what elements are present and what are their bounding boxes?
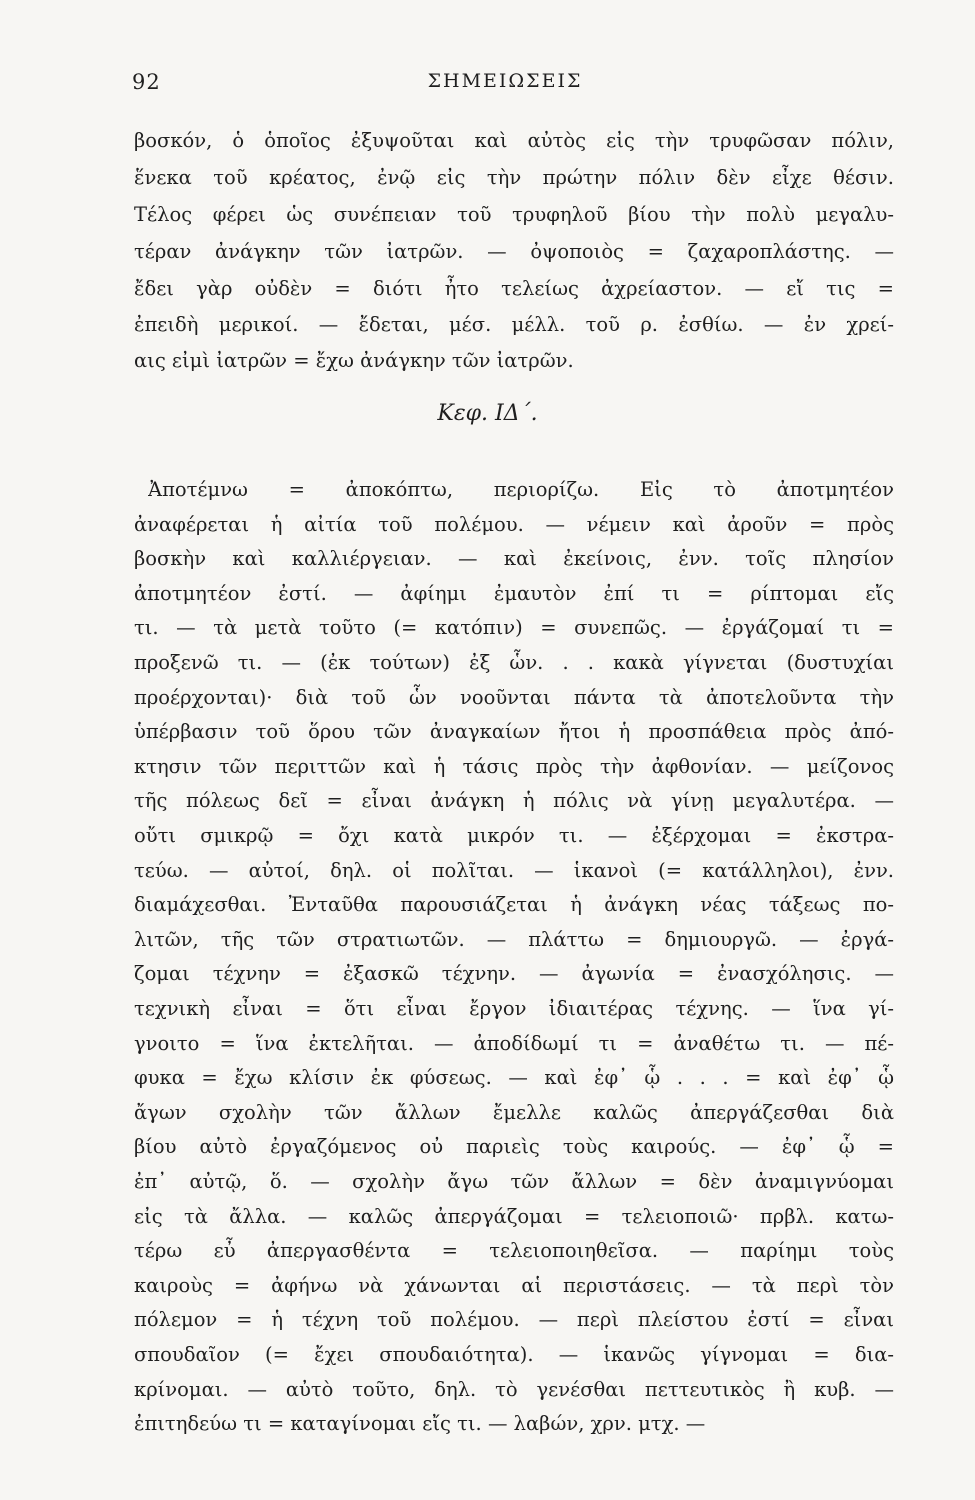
text-line: ἐπιτηδεύω τι = καταγίνομαι εἴς τι. — λαβών, χρν. μτχ. — bbox=[134, 1412, 706, 1436]
running-title: ΣΗΜΕΙΩΣΕΙΣ bbox=[427, 70, 583, 92]
text-line: τι. — τὰ μετὰ τοῦτο (= κατόπιν) = συνεπῶς. — ἐργάζομαί τι = bbox=[134, 616, 894, 640]
text-line: ἐπειδὴ μερικοί. — ἔδεται, μέσ. μέλλ. τοῦ ρ. ἐσθίω. — ἐν χρεί- bbox=[134, 313, 894, 336]
text-line: ἄγων σχολὴν τῶν ἄλλων ἔμελλε καλῶς ἀπεργάζεσθαι διὰ bbox=[134, 1100, 894, 1124]
text-line: ζομαι τέχνην = ἐξασκῶ τέχνην. — ἀγωνία = ἐνασχόλησις. — bbox=[134, 962, 894, 986]
text-line: Τέλος φέρει ὡς συνέπειαν τοῦ τρυφηλοῦ βίου τὴν πολὺ μεγαλυ- bbox=[134, 203, 894, 226]
text-line: τῆς πόλεως δεῖ = εἶναι ἀνάγκη ἡ πόλις νὰ γίνῃ μεγαλυτέρα. — bbox=[134, 789, 894, 813]
text-line: Ἀποτέμνω = ἀποκόπτω, περιορίζω. Εἰς τὸ ἀποτμητέον bbox=[148, 478, 894, 501]
text-line: κτησιν τῶν περιττῶν καὶ ἡ τάσις πρὸς τὴν ἀφθονίαν. — μείζονος bbox=[134, 754, 894, 778]
text-line: λιτῶν, τῆς τῶν στρατιωτῶν. — πλάττω = δημιουργῶ. — ἐργά- bbox=[134, 927, 894, 951]
text-line: ὑπέρβασιν τοῦ ὅρου τῶν ἀναγκαίων ἤτοι ἡ προσπάθεια πρὸς ἀπό- bbox=[134, 720, 894, 744]
text-line: τεχνικὴ εἶναι = ὅτι εἶναι ἔργον ἰδιαιτέρας τέχνης. — ἵνα γί- bbox=[134, 997, 894, 1020]
text-line: γνοιτο = ἵνα ἐκτελῆται. — ἀποδίδωμί τι = ἀναθέτω τι. — πέ- bbox=[134, 1031, 894, 1055]
text-line: εἰς τὰ ἄλλα. — καλῶς ἀπεργάζομαι = τελειοποιῶ· πρβλ. κατω- bbox=[134, 1204, 894, 1228]
text-line: φυκα = ἔχω κλίσιν ἐκ φύσεως. — καὶ ἐφ᾿ ᾧ . . . = καὶ ἐφ᾿ ᾧ bbox=[134, 1066, 894, 1090]
text-line: σπουδαῖον (= ἔχει σπουδαιότητα). — ἱκανῶς γίγνομαι = δια- bbox=[134, 1343, 894, 1366]
text-line: ἕνεκα τοῦ κρέατος, ἐνῷ εἰς τὴν πρώτην πόλιν δὲν εἶχε θέσιν. bbox=[134, 166, 894, 189]
text-line: αις εἰμὶ ἰατρῶν = ἔχω ἀνάγκην τῶν ἰατρῶν. bbox=[134, 349, 574, 372]
text-line: βοσκόν, ὁ ὁποῖος ἐξυψοῦται καὶ αὐτὸς εἰς τὴν τρυφῶσαν πόλιν, bbox=[134, 129, 894, 152]
text-line: ἔδει γὰρ οὐδὲν = διότι ἦτο τελείως ἀχρείαστον. — εἴ τις = bbox=[134, 277, 894, 300]
page-number: 92 bbox=[132, 70, 161, 94]
text-line: διαμάχεσθαι. Ἐνταῦθα παρουσιάζεται ἡ ἀνάγκη νέας τάξεως πο- bbox=[134, 893, 894, 917]
text-line: ἐπ᾿ αὐτῷ, ὅ. — σχολὴν ἄγω τῶν ἄλλων = δὲν ἀναμιγνύομαι bbox=[134, 1170, 894, 1193]
text-line: οὔτι σμικρῷ = ὄχι κατὰ μικρόν τι. — ἐξέρχομαι = ἐκστρα- bbox=[134, 824, 894, 847]
text-line: ἀποτμητέον ἐστί. — ἀφίημι ἐμαυτὸν ἐπί τι = ρίπτομαι εἴς bbox=[134, 581, 894, 605]
text-line: πόλεμον = ἡ τέχνη τοῦ πολέμου. — περὶ πλείστου ἐστί = εἶναι bbox=[134, 1308, 894, 1332]
text-line: ἀναφέρεται ἡ αἰτία τοῦ πολέμου. — νέμειν καὶ ἀροῦν = πρὸς bbox=[134, 512, 894, 536]
text-line: τέραν ἀνάγκην τῶν ἰατρῶν. — ὀψοποιὸς = ζαχαροπλάστης. — bbox=[134, 240, 894, 263]
text-line: καιροὺς = ἀφήνω νὰ χάνωνται αἱ περιστάσεις. — τὰ περὶ τὸν bbox=[134, 1273, 894, 1297]
text-line: προξενῶ τι. — (ἐκ τούτων) ἐξ ὧν. . . κακὰ γίγνεται (δυστυχίαι bbox=[134, 651, 894, 674]
text-line: κρίνομαι. — αὐτὸ τοῦτο, δηλ. τὸ γενέσθαι πεττευτικὸς ἢ κυβ. — bbox=[134, 1377, 894, 1401]
text-line: προέρχονται)· διὰ τοῦ ὧν νοοῦνται πάντα τὰ ἀποτελοῦντα τὴν bbox=[134, 685, 894, 709]
text-line: βοσκὴν καὶ καλλιέργειαν. — καὶ ἐκείνοις, ἐνν. τοῖς πλησίον bbox=[134, 547, 894, 571]
text-line: τεύω. — αὐτοί, δηλ. οἱ πολῖται. — ἱκανοὶ (= κατάλληλοι), ἐνν. bbox=[134, 858, 894, 882]
text-line: τέρω εὖ ἀπεργασθέντα = τελειοποιηθεῖσα. — παρίημι τοὺς bbox=[134, 1239, 894, 1263]
page-header bbox=[120, 70, 890, 110]
section-heading: Κεφ. ΙΔ΄. bbox=[437, 401, 538, 426]
text-line: βίου αὐτὸ ἐργαζόμενος οὐ παριεὶς τοὺς καιρούς. — ἐφ᾿ ᾧ = bbox=[134, 1135, 894, 1159]
